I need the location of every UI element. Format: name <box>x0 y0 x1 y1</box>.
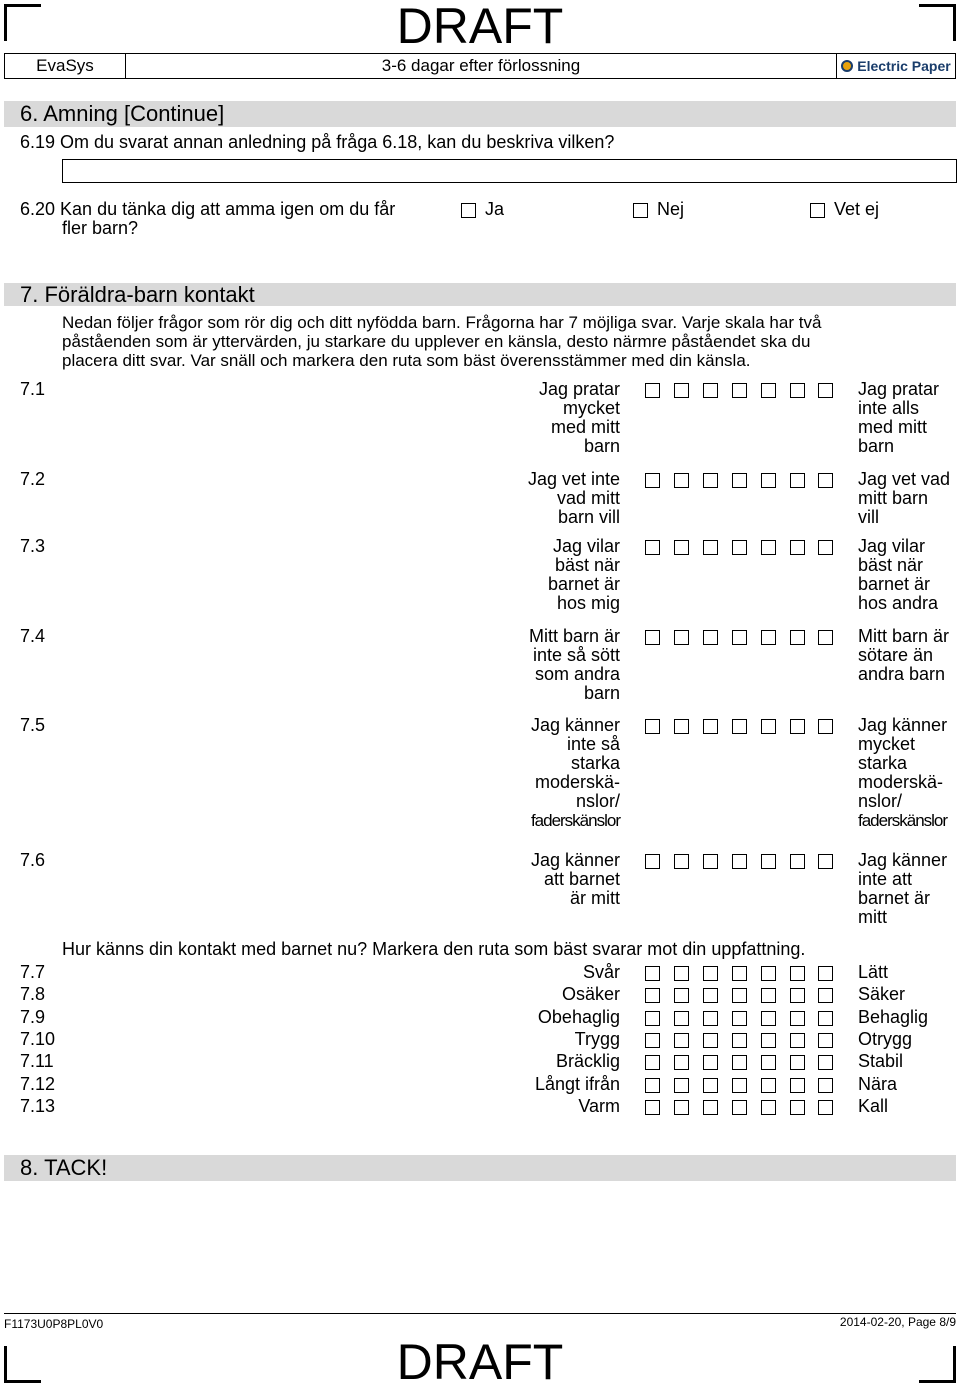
scale-box-7-5-2[interactable] <box>674 719 689 734</box>
scale-box-7-1-2[interactable] <box>674 383 689 398</box>
scale-box-7-7-1[interactable] <box>645 966 660 981</box>
scale-box-7-4-4[interactable] <box>732 630 747 645</box>
scale-box-7-11-4[interactable] <box>732 1055 747 1070</box>
app-name: EvaSys <box>5 54 126 78</box>
scale-box-7-4-3[interactable] <box>703 630 718 645</box>
scale-box-7-8-7[interactable] <box>818 988 833 1003</box>
scale-box-7-4-5[interactable] <box>761 630 776 645</box>
right-statement: Jag pratar inte alls med mitt barn <box>858 379 940 456</box>
right-statement: Jag vet vad mitt barn vill <box>858 469 951 527</box>
section-6-header: 6. Amning [Continue] <box>4 101 956 127</box>
scale-box-7-7-2[interactable] <box>674 966 689 981</box>
left-statement: Jag vet inte vad mitt barn vill <box>527 469 620 527</box>
scale-box-7-1-5[interactable] <box>761 383 776 398</box>
scale-box-7-3-3[interactable] <box>703 540 718 555</box>
right-label: Behaglig <box>858 1006 929 1027</box>
scale-box-7-6-5[interactable] <box>761 854 776 869</box>
scale-box-7-3-1[interactable] <box>645 540 660 555</box>
scale-box-7-9-3[interactable] <box>703 1011 718 1026</box>
scale-box-7-13-6[interactable] <box>790 1100 805 1115</box>
item-number: 7.4 <box>20 626 46 646</box>
item-number: 7.5 <box>20 715 46 735</box>
question-6-20-line2: fler barn? <box>62 218 139 238</box>
scale-box-7-5-5[interactable] <box>761 719 776 734</box>
scale-box-7-8-6[interactable] <box>790 988 805 1003</box>
scale-box-7-8-2[interactable] <box>674 988 689 1003</box>
scale-box-7-8-1[interactable] <box>645 988 660 1003</box>
right-statement: Jag känner inte att barnet är mitt <box>858 850 948 927</box>
item-number: 7.2 <box>20 469 46 489</box>
scale-box-7-1-4[interactable] <box>732 383 747 398</box>
question-6-20-line1: 6.20 Kan du tänka dig att amma igen om du får <box>20 199 396 219</box>
scale-box-7-12-1[interactable] <box>645 1078 660 1093</box>
survey-title: 3-6 dagar efter förlossning <box>126 54 837 78</box>
scale-box-7-12-6[interactable] <box>790 1078 805 1093</box>
scale-box-7-10-5[interactable] <box>761 1033 776 1048</box>
scale-box-7-5-4[interactable] <box>732 719 747 734</box>
scale-box-7-12-5[interactable] <box>761 1078 776 1093</box>
scale-box-7-7-5[interactable] <box>761 966 776 981</box>
scale-box-7-5-6[interactable] <box>790 719 805 734</box>
item-number: 7.3 <box>20 536 46 556</box>
left-label: Varm <box>578 1095 620 1116</box>
question-6-19: 6.19 Om du svarat annan anledning på fråga 6.18, kan du beskriva vilken? <box>20 132 615 152</box>
scale-box-7-2-7[interactable] <box>818 473 833 488</box>
item-number: 7.11 <box>20 1051 54 1072</box>
left-label: Bräcklig <box>555 1051 620 1072</box>
form-header <box>4 53 956 79</box>
scale-box-7-11-2[interactable] <box>674 1055 689 1070</box>
answer-6-19-textbox[interactable] <box>62 159 957 183</box>
scale-box-7-5-3[interactable] <box>703 719 718 734</box>
scale-box-7-6-3[interactable] <box>703 854 718 869</box>
left-label: Trygg <box>574 1028 620 1049</box>
scale-box-7-1-1[interactable] <box>645 383 660 398</box>
page-info: 2014-02-20, Page 8/9 <box>839 1315 956 1329</box>
scale-box-7-13-2[interactable] <box>674 1100 689 1115</box>
right-label: Nära <box>858 1073 898 1094</box>
scale-box-7-4-7[interactable] <box>818 630 833 645</box>
scale-box-7-10-2[interactable] <box>674 1033 689 1048</box>
right-label: Kall <box>858 1095 889 1116</box>
draft-watermark-top: DRAFT <box>396 0 564 54</box>
section-7-intro: Nedan följer frågor som rör dig och ditt nyfödda barn. Frågorna har 7 möjliga svar. Varje skala har två påståenden som är yttervärden, ju starkare du upplever en känsla, desto närmre påståendet ska du placera ditt svar. Var snäll och markera den ruta som bäst överensstämmer med din känsla. <box>62 313 822 370</box>
scale-box-7-9-7[interactable] <box>818 1011 833 1026</box>
scale-box-7-7-3[interactable] <box>703 966 718 981</box>
option-label: Vet ej <box>834 199 880 219</box>
scale-box-7-6-7[interactable] <box>818 854 833 869</box>
scale-box-7-11-7[interactable] <box>818 1055 833 1070</box>
scale-box-7-2-6[interactable] <box>790 473 805 488</box>
scale-box-7-9-6[interactable] <box>790 1011 805 1026</box>
scale-box-7-6-2[interactable] <box>674 854 689 869</box>
scale-box-7-13-3[interactable] <box>703 1100 718 1115</box>
right-label: Stabil <box>858 1051 904 1072</box>
right-label: Säker <box>858 984 906 1005</box>
scale-box-7-11-1[interactable] <box>645 1055 660 1070</box>
scale-box-7-5-1[interactable] <box>645 719 660 734</box>
scale-box-7-12-3[interactable] <box>703 1078 718 1093</box>
right-statement: Mitt barn är sötare än andra barn <box>858 626 950 684</box>
scale-box-7-4-6[interactable] <box>790 630 805 645</box>
left-statement: Jag pratar mycket med mitt barn <box>538 379 620 456</box>
scale-box-7-9-5[interactable] <box>761 1011 776 1026</box>
item-number: 7.7 <box>20 962 46 982</box>
section-7-subintro: Hur känns din kontakt med barnet nu? Markera den ruta som bäst svarar mot din uppfattning. <box>62 939 806 959</box>
scale-box-7-6-1[interactable] <box>645 854 660 869</box>
scale-box-7-4-1[interactable] <box>645 630 660 645</box>
scale-box-7-3-6[interactable] <box>790 540 805 555</box>
scale-box-7-8-3[interactable] <box>703 988 718 1003</box>
scale-box-7-2-4[interactable] <box>732 473 747 488</box>
scale-box-7-3-2[interactable] <box>674 540 689 555</box>
option-label: Nej <box>657 199 685 219</box>
item-number: 7.1 <box>20 379 46 399</box>
scale-box-7-3-4[interactable] <box>732 540 747 555</box>
left-statement: Jag vilar bäst när barnet är hos mig <box>547 536 620 613</box>
scale-box-7-7-4[interactable] <box>732 966 747 981</box>
left-statement: Jag känner att barnet är mitt <box>530 850 620 908</box>
scale-box-7-13-1[interactable] <box>645 1100 660 1115</box>
item-number: 7.12 <box>20 1073 56 1094</box>
scale-box-7-10-3[interactable] <box>703 1033 718 1048</box>
logo-icon <box>841 60 853 72</box>
item-number: 7.6 <box>20 850 46 870</box>
scale-box-7-1-7[interactable] <box>818 383 833 398</box>
scale-box-7-9-1[interactable] <box>645 1011 660 1026</box>
electric-paper-logo: Electric Paper <box>837 54 955 78</box>
right-label: Otrygg <box>858 1028 913 1049</box>
left-label: Långt ifrån <box>534 1073 620 1094</box>
scale-box-7-6-6[interactable] <box>790 854 805 869</box>
scale-box-7-9-4[interactable] <box>732 1011 747 1026</box>
scale-box-7-13-4[interactable] <box>732 1100 747 1115</box>
right-label: Lätt <box>858 962 889 982</box>
scale-box-7-12-4[interactable] <box>732 1078 747 1093</box>
item-number: 7.8 <box>20 984 46 1005</box>
checkbox-6-20-nej[interactable] <box>633 203 648 218</box>
left-statement: Jag känner inte så starka moderskä- nslor/ faderskänslor <box>530 715 620 830</box>
left-label: Svår <box>582 962 620 982</box>
scale-box-7-3-7[interactable] <box>818 540 833 555</box>
page-footer <box>4 1313 956 1331</box>
scale-box-7-7-7[interactable] <box>818 966 833 981</box>
scale-box-7-12-2[interactable] <box>674 1078 689 1093</box>
scale-box-7-10-4[interactable] <box>732 1033 747 1048</box>
scale-box-7-11-6[interactable] <box>790 1055 805 1070</box>
scale-box-7-4-2[interactable] <box>674 630 689 645</box>
scale-box-7-11-3[interactable] <box>703 1055 718 1070</box>
right-statement: Jag vilar bäst när barnet är hos andra <box>858 536 939 613</box>
scale-box-7-8-4[interactable] <box>732 988 747 1003</box>
scale-box-7-2-5[interactable] <box>761 473 776 488</box>
scale-box-7-13-5[interactable] <box>761 1100 776 1115</box>
scale-box-7-7-6[interactable] <box>790 966 805 981</box>
scale-box-7-2-3[interactable] <box>703 473 718 488</box>
right-statement: Jag känner mycket starka moderskä- nslor/ faderskänslor <box>858 715 948 830</box>
draft-watermark-bottom: DRAFT <box>396 1334 564 1390</box>
scale-box-7-11-5[interactable] <box>761 1055 776 1070</box>
left-label: Osäker <box>561 984 620 1005</box>
left-label: Obehaglig <box>537 1006 620 1027</box>
scale-box-7-8-5[interactable] <box>761 988 776 1003</box>
section-8-header: 8. TACK! <box>4 1155 956 1181</box>
scale-box-7-5-7[interactable] <box>818 719 833 734</box>
scale-box-7-10-7[interactable] <box>818 1033 833 1048</box>
item-number: 7.10 <box>20 1028 56 1049</box>
checkbox-6-20-ja[interactable] <box>461 203 476 218</box>
scale-box-7-9-2[interactable] <box>674 1011 689 1026</box>
scale-box-7-13-7[interactable] <box>818 1100 833 1115</box>
scale-box-7-10-1[interactable] <box>645 1033 660 1048</box>
section-7-header: 7. Föräldra-barn kontakt <box>4 283 956 306</box>
scale-box-7-2-1[interactable] <box>645 473 660 488</box>
scale-box-7-6-4[interactable] <box>732 854 747 869</box>
checkbox-6-20-vet-ej[interactable] <box>810 203 825 218</box>
option-label: Ja <box>485 199 505 219</box>
left-statement: Mitt barn är inte så sött som andra barn <box>528 626 620 703</box>
scale-box-7-2-2[interactable] <box>674 473 689 488</box>
scale-box-7-3-5[interactable] <box>761 540 776 555</box>
form-code: F1173U0P8PL0V0 <box>4 1317 104 1331</box>
scale-box-7-12-7[interactable] <box>818 1078 833 1093</box>
scale-box-7-1-3[interactable] <box>703 383 718 398</box>
item-number: 7.9 <box>20 1006 46 1027</box>
scale-box-7-10-6[interactable] <box>790 1033 805 1048</box>
item-number: 7.13 <box>20 1095 56 1116</box>
scale-box-7-1-6[interactable] <box>790 383 805 398</box>
